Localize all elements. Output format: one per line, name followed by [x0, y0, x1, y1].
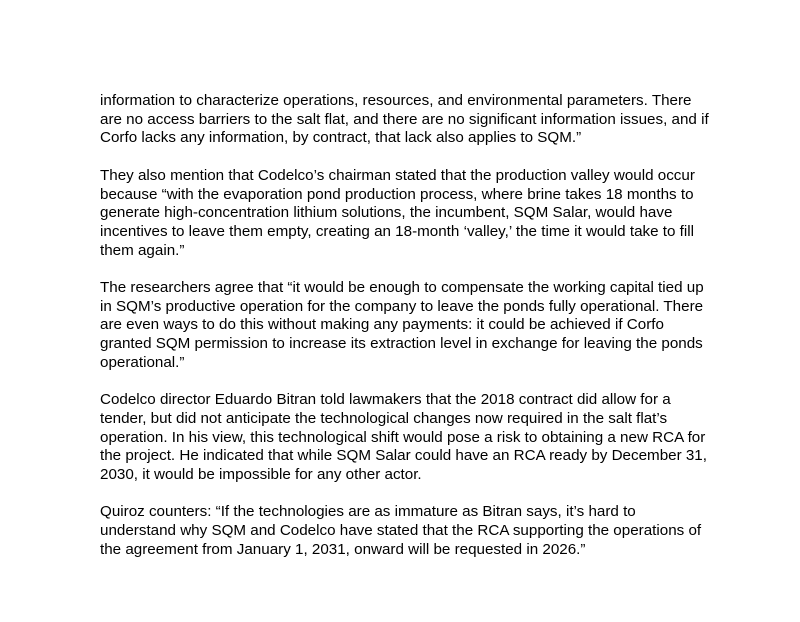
paragraph-3: The researchers agree that “it would be enough to compensate the working capital tied up in SQM’s productive operation for the company to leave the ponds fully operational. There are even ways to do this without making any payments: it could be achieved if Corfo granted SQM permission to increase its extraction level in exchange for leaving the ponds operational.”	[100, 279, 704, 371]
paragraph-4: Codelco director Eduardo Bitran told lawmakers that the 2018 contract did allow for a tender, but did not anticipate the technological changes now required in the salt flat’s operation. In his view, this technological shift would pose a risk to obtaining a new RCA for the project. He indicated that while SQM Salar could have an RCA ready by December 31, 2030, it would be impossible for any other actor.	[100, 391, 707, 484]
paragraph-5: Quiroz counters: “If the technologies are as immature as Bitran says, it’s hard to understand why SQM and Codelco have stated that the RCA supporting the operations of the agreement from January 1, 2031, onward will be requested in 2026.”	[100, 503, 702, 558]
paragraph-1: information to characterize operations, resources, and environmental parameters. There are no access barriers to the salt flat, and there are no significant information issues, and if Corfo lacks any information, by contract, that lack also applies to SQM.”	[100, 92, 709, 147]
paragraph-2: They also mention that Codelco’s chairman stated that the production valley would occur because “with the evaporation pond production process, where brine takes 18 months to generate high-concentration lithium solutions, the incumbent, SQM Salar, would have incentives to leave them empty, creating an 18-month ‘valley,’ the time it would take to fill them again.”	[100, 166, 695, 259]
article-body	[100, 92, 712, 578]
